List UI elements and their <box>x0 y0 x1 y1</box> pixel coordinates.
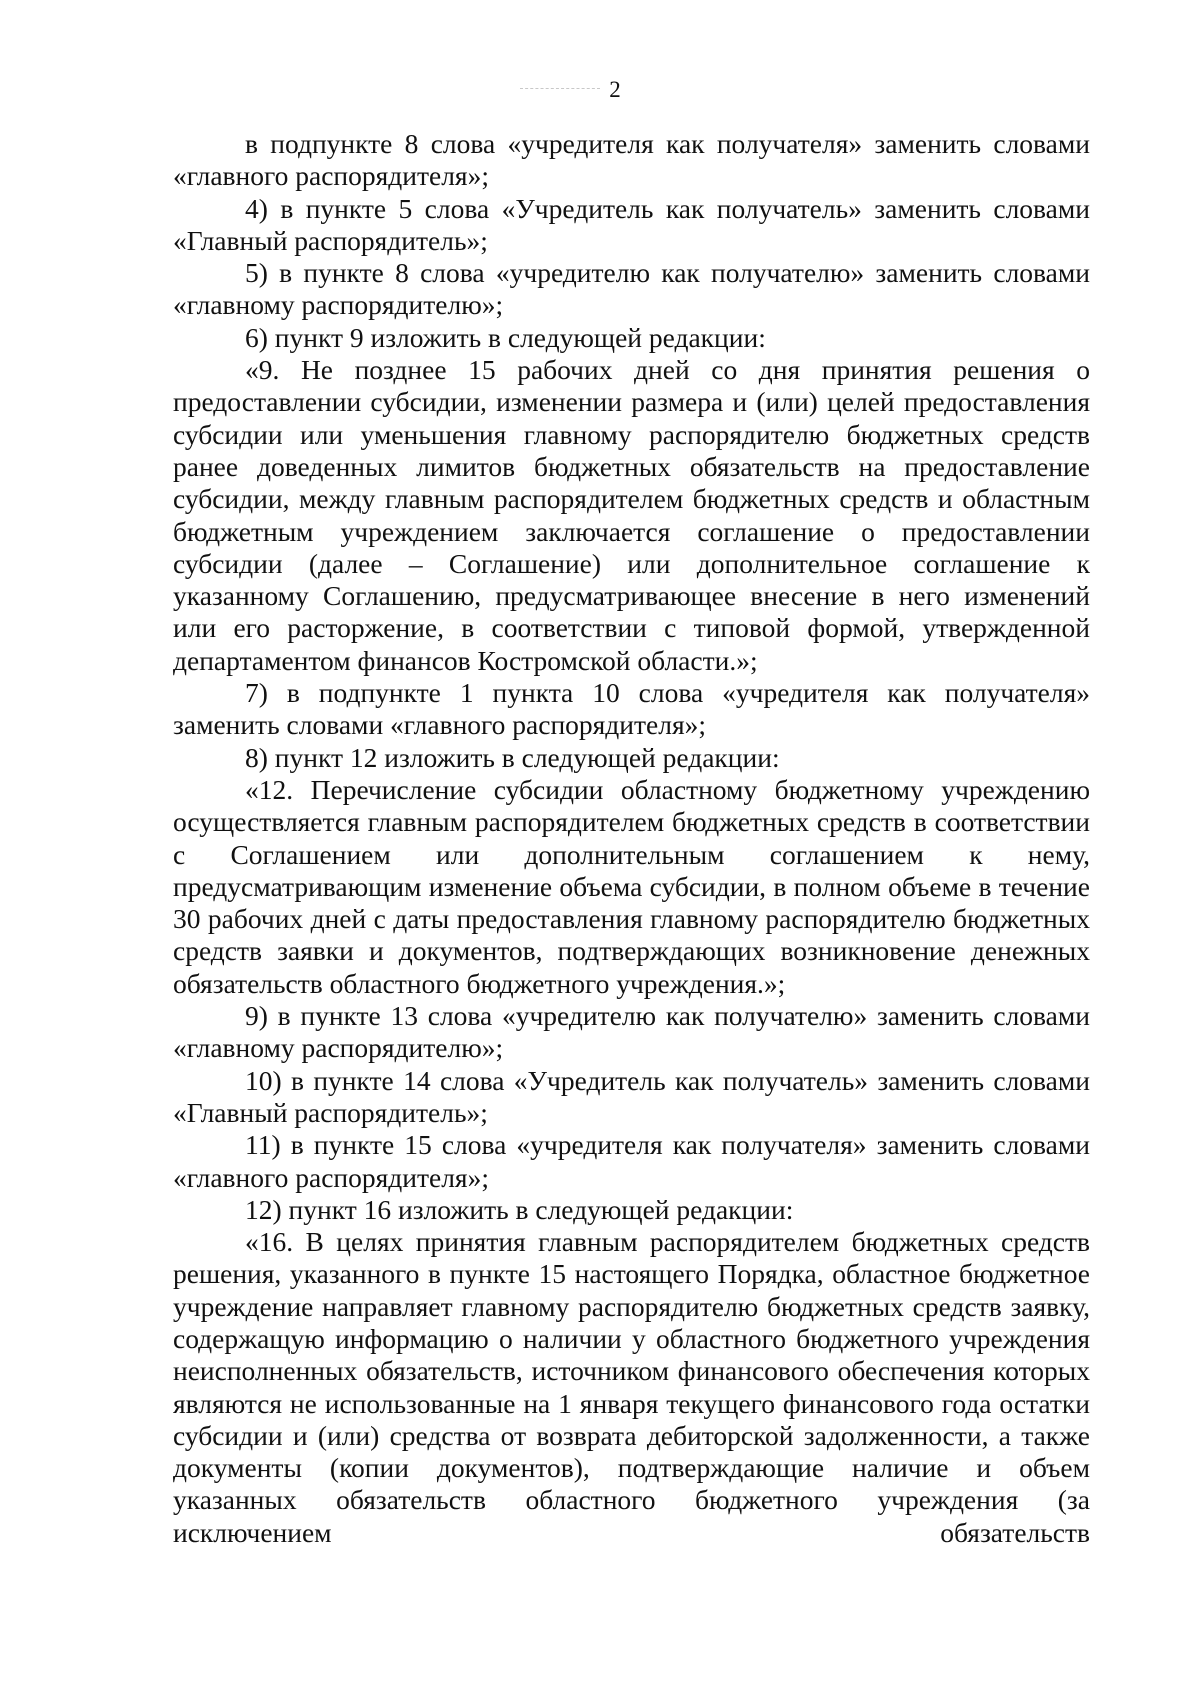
paragraph: 5) в пункте 8 слова «учредителю как получателю» заменить словами «главному распорядителю»; <box>173 257 1090 321</box>
paragraph: 12) пункт 16 изложить в следующей редакции: <box>245 1193 794 1225</box>
paragraph: «9. Не позднее 15 рабочих дней со дня принятия решения о предоставлении субсидии, изменении размера и (или) целей предоставления субсидии или уменьшения главному распорядителю бюджетных средств ранее доведенных лимитов бюджетных обязательств на предоставление субсидии, между главным распорядителем бюджетных средств и областным бюджетным учреждением заключается соглашение о предоставлении субсидии (далее – Соглашение) или дополнительное соглашение к указанному Соглашению, предусматривающее внесение в него изменений или его расторжение, в соответствии с типовой формой, утвержденной департаментом финансов Костромской области.»; <box>173 354 1090 676</box>
paragraph: 7) в подпункте 1 пункта 10 слова «учредителя как получателя» заменить словами «главного распорядителя»; <box>173 677 1090 741</box>
paragraph: «12. Перечисление субсидии областному бюджетному учреждению осуществляется главным распорядителем бюджетных средств в соответствии с Соглашением или дополнительным соглашением к нему, предусматривающим изменение объема субсидии, в полном объеме в течение 30 рабочих дней с даты предоставления главному распорядителю бюджетных средств заявки и документов, подтверждающих возникновение денежных обязательств областного бюджетного учреждения.»; <box>173 773 1090 999</box>
paragraph: 8) пункт 12 изложить в следующей редакции: <box>245 741 780 773</box>
paragraph: 4) в пункте 5 слова «Учредитель как получатель» заменить словами «Главный распорядитель»; <box>173 192 1090 256</box>
paragraph: 11) в пункте 15 слова «учредителя как получателя» заменить словами «главного распорядителя»; <box>173 1129 1090 1193</box>
paragraph: «16. В целях принятия главным распорядителем бюджетных средств решения, указанного в пункте 15 настоящего Порядка, областное бюджетное учреждение направляет главному распорядителю бюджетных средств заявку, содержащую информацию о наличии у областного бюджетного учреждения неисполненных обязательств, источником финансового обеспечения которых являются не использованные на 1 января текущего финансового года остатки субсидии и (или) средства от возврата дебиторской задолженности, а также документы (копии документов), подтверждающие наличие и объем указанных обязательств областного бюджетного учреждения (за исключением обязательств <box>173 1226 1090 1548</box>
paragraph: 9) в пункте 13 слова «учредителю как получателю» заменить словами «главному распорядителю»; <box>173 1000 1090 1064</box>
paragraph: 10) в пункте 14 слова «Учредитель как получатель» заменить словами «Главный распорядитель»; <box>173 1064 1090 1128</box>
paragraph: 6) пункт 9 изложить в следующей редакции: <box>245 321 766 353</box>
paragraph: в подпункте 8 слова «учредителя как получателя» заменить словами «главного распорядителя»; <box>173 128 1090 192</box>
page-number: 2 <box>609 77 621 102</box>
document-body <box>173 128 1090 1549</box>
